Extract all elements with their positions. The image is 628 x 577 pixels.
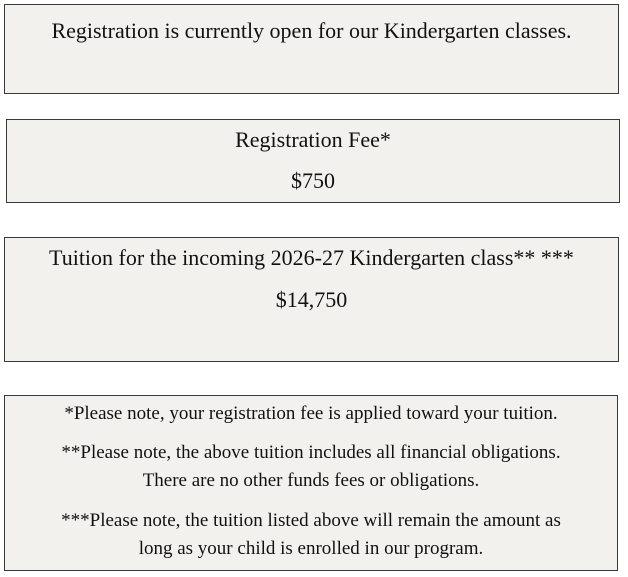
tuition-panel (4, 237, 619, 362)
registration-open-text: Registration is currently open for our Kindergarten classes. (51, 18, 572, 43)
tuition-lock-note (5, 495, 617, 563)
tuition-obligations-note (5, 428, 617, 495)
tuition-lock-note-line-2: long as your child is enrolled in our program. (138, 538, 484, 559)
tuition-amount: $14,750 (275, 287, 348, 312)
tuition-obligations-note-line-1: **Please note, the above tuition includes all financial obligations. (61, 442, 561, 463)
tuition-title: Tuition for the incoming 2026-27 Kindergarten class** *** (49, 245, 574, 270)
registration-fee-panel (6, 119, 620, 203)
tuition-lock-note-line-1: ***Please note, the tuition listed above will remain the amount as (61, 510, 561, 531)
registration-fee-amount: $750 (291, 168, 335, 193)
registration-fee-title: Registration Fee* (235, 127, 391, 152)
tuition-obligations-note-line-2: There are no other funds fees or obligations. (142, 470, 480, 491)
registration-open-panel (4, 4, 619, 94)
registration-fee-note: *Please note, your registration fee is applied toward your tuition. (64, 403, 558, 424)
notes-panel (4, 395, 618, 571)
